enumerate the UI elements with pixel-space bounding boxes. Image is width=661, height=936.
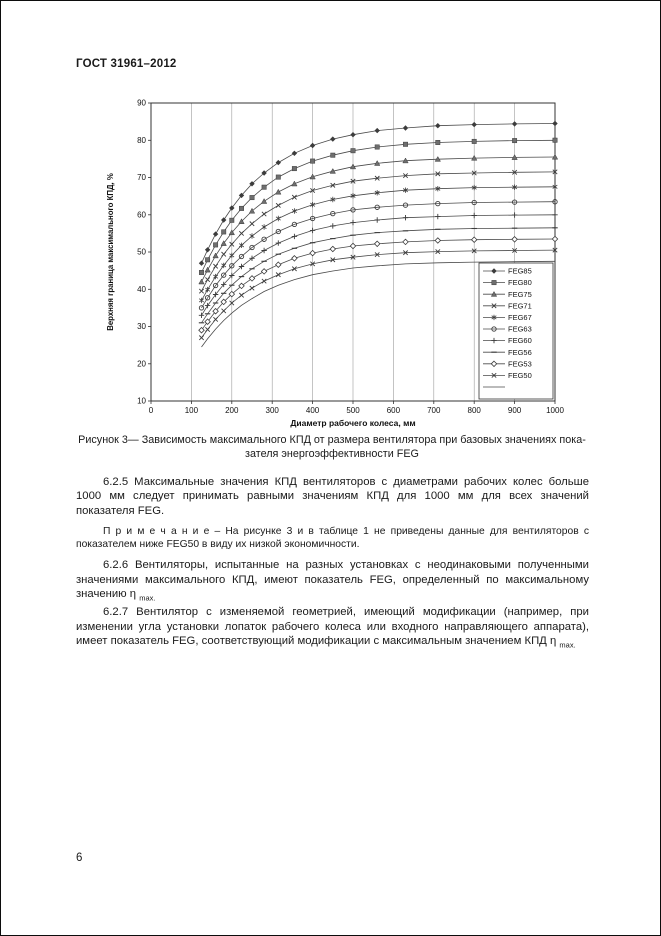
figure-3-chart — [103, 89, 573, 439]
paragraph-6-2-6 — [76, 558, 589, 605]
feg-chart-svg — [103, 89, 573, 439]
svg-text:FEG85: FEG85 — [508, 266, 532, 276]
note-paragraph: П р и м е ч а н и е – На рисунке 3 и в таблице 1 не приведены данные для вентиляторов с показателем ниже FEG50 в виду их низкой экономичности. — [76, 525, 589, 551]
svg-text:400: 400 — [305, 406, 320, 415]
svg-text:0: 0 — [148, 406, 154, 415]
figure-caption-line2: зателя энергоэффективности FEG — [245, 448, 419, 460]
svg-text:FEG53: FEG53 — [508, 359, 532, 369]
document-header: ГОСТ 31961–2012 — [76, 58, 177, 70]
svg-text:FEG71: FEG71 — [508, 301, 532, 311]
svg-text:900: 900 — [507, 406, 522, 415]
paragraph-6-2-7-text: 6.2.7 Вентилятор с изменяемой геометрией, имеющий модификации (например, при изменении угла установки лопаток рабочего колеса или входного направляющего аппарата), имеет показатель FEG, соответствующий модификации с максимальным значением КПД η — [76, 606, 589, 648]
paragraph-6-2-6-text: 6.2.6 Вентиляторы, испытанные на разных установках с неодинаковыми полученными значениями максимального КПД, имеют показатель FEG, определенный по максимальному значению η — [76, 559, 589, 600]
figure-caption-line1: Рисунок 3— Зависимость максимального КПД от размера вентилятора при базовых значениях пока- — [78, 434, 586, 446]
figure-caption — [76, 433, 588, 461]
svg-text:800: 800 — [467, 406, 481, 415]
svg-text:FEG80: FEG80 — [508, 278, 532, 288]
svg-text:FEG56: FEG56 — [508, 347, 532, 357]
svg-text:70: 70 — [137, 173, 146, 183]
svg-text:90: 90 — [137, 98, 146, 108]
svg-text:60: 60 — [137, 210, 146, 220]
svg-text:FEG60: FEG60 — [508, 336, 532, 346]
svg-text:600: 600 — [386, 406, 401, 415]
svg-text:FEG67: FEG67 — [508, 313, 532, 322]
page-number: 6 — [76, 852, 83, 864]
svg-text:20: 20 — [137, 359, 146, 369]
svg-text:500: 500 — [346, 406, 360, 415]
svg-text:FEG75: FEG75 — [508, 289, 532, 299]
svg-text:80: 80 — [137, 135, 146, 145]
svg-text:700: 700 — [427, 406, 441, 415]
svg-text:300: 300 — [265, 406, 279, 415]
svg-text:10: 10 — [137, 396, 146, 406]
paragraph-6-2-7 — [76, 605, 589, 652]
svg-text:FEG63: FEG63 — [508, 324, 532, 334]
svg-text:FEG50: FEG50 — [508, 371, 532, 380]
paragraph-6-2-5: 6.2.5 Максимальные значения КПД вентиляторов с диаметрами рабочих колес больше 1000 мм следует принимать равными значениям КПД для 1000 мм для всех значений показателя FEG. — [76, 476, 589, 517]
document-body-text — [76, 475, 589, 653]
eta-max-subscript: max. — [139, 593, 156, 603]
svg-text:50: 50 — [137, 247, 146, 257]
svg-text:30: 30 — [137, 322, 146, 332]
svg-text:200: 200 — [225, 406, 239, 415]
svg-text:Верхняя граница максимального: Верхняя граница максимального КПД, % — [106, 173, 115, 331]
svg-text:Диаметр рабочего колеса, мм: Диаметр рабочего колеса, мм — [290, 418, 416, 428]
svg-text:1000: 1000 — [546, 406, 564, 415]
svg-text:40: 40 — [137, 284, 146, 294]
eta-max-subscript: max. — [559, 640, 576, 650]
svg-text:100: 100 — [184, 406, 199, 415]
